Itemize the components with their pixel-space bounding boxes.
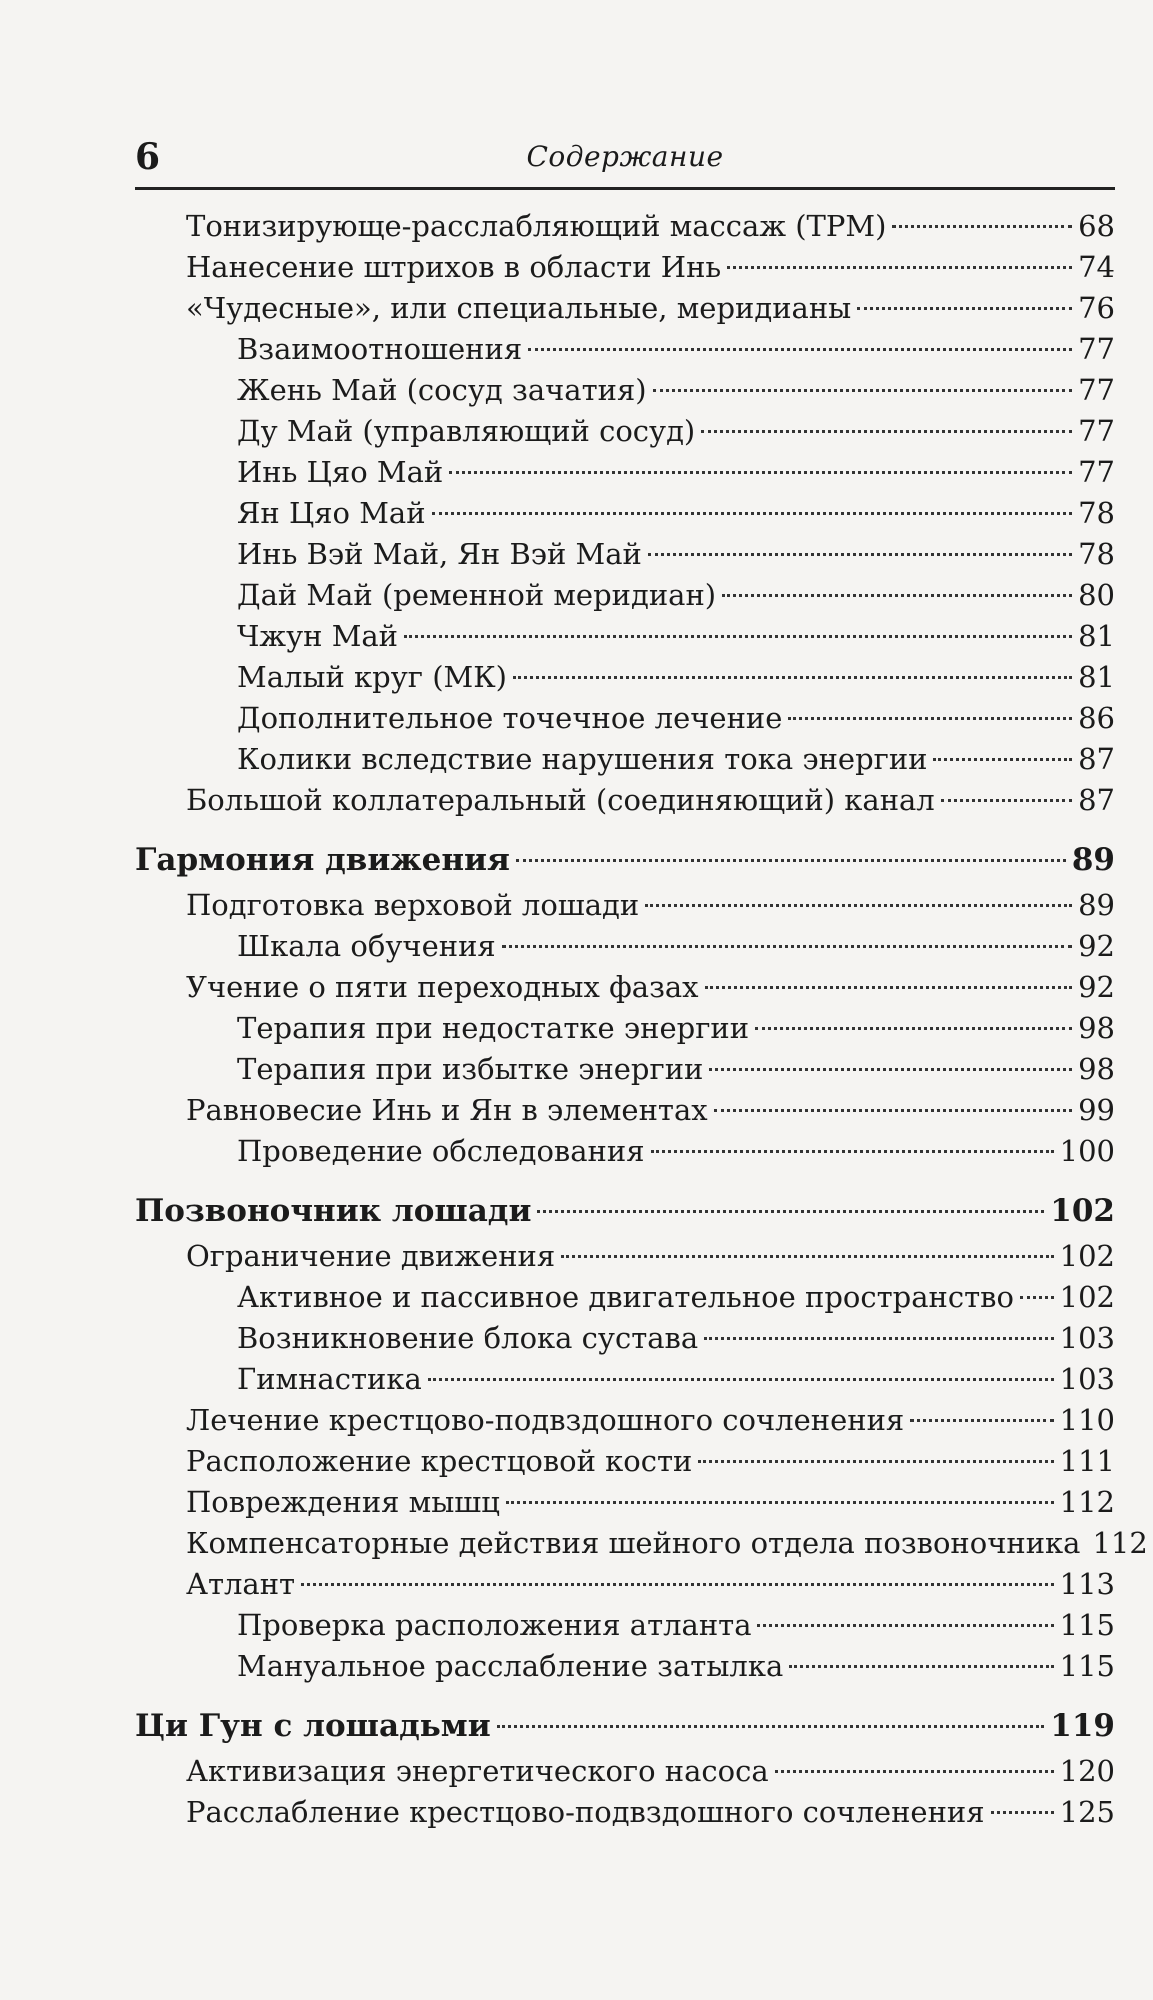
toc-entry-page: 77 bbox=[1078, 373, 1115, 407]
toc-entry-title: Малый круг (МК) bbox=[237, 660, 507, 694]
dot-leader bbox=[910, 1419, 1053, 1422]
toc-entry-page: 100 bbox=[1059, 1134, 1115, 1168]
dot-leader bbox=[1020, 1296, 1054, 1299]
toc-entry-page: 81 bbox=[1078, 619, 1115, 653]
toc-entry bbox=[135, 1482, 1115, 1523]
toc-entry bbox=[135, 1277, 1115, 1318]
toc-entry-title: Терапия при избытке энергии bbox=[237, 1052, 704, 1086]
toc-entry bbox=[135, 247, 1115, 288]
dot-leader bbox=[516, 859, 1066, 862]
dot-leader bbox=[506, 1501, 1054, 1504]
toc-entry bbox=[135, 1359, 1115, 1400]
toc-entry-title: Проверка расположения атланта bbox=[237, 1608, 752, 1642]
toc-entry bbox=[135, 739, 1115, 780]
toc-entry bbox=[135, 329, 1115, 370]
dot-leader bbox=[537, 1210, 1044, 1213]
toc-entry-title: Терапия при недостатке энергии bbox=[237, 1011, 750, 1045]
dot-leader bbox=[722, 594, 1072, 597]
toc-entry bbox=[135, 452, 1115, 493]
toc-entry-title: Инь Цяо Май bbox=[237, 455, 444, 489]
page-number: 6 bbox=[135, 136, 161, 178]
toc-entry bbox=[135, 1751, 1115, 1792]
dot-leader bbox=[755, 1027, 1072, 1030]
toc-entry bbox=[135, 370, 1115, 411]
toc-entry-page: 103 bbox=[1059, 1321, 1115, 1355]
toc-entry-title: Гимнастика bbox=[237, 1362, 422, 1396]
toc-entry-page: 68 bbox=[1078, 209, 1115, 243]
toc-entry-page: 125 bbox=[1059, 1795, 1115, 1829]
dot-leader bbox=[714, 1109, 1072, 1112]
dot-leader bbox=[561, 1255, 1053, 1258]
dot-leader bbox=[528, 348, 1072, 351]
toc-entry-title: Гармония движения bbox=[135, 842, 510, 878]
toc-entry-title: Чжун Май bbox=[237, 619, 399, 653]
dot-leader bbox=[432, 512, 1073, 515]
toc-entry-page: 102 bbox=[1059, 1280, 1115, 1314]
dot-leader bbox=[648, 553, 1072, 556]
toc-chapter bbox=[135, 1706, 1115, 1747]
toc-entry bbox=[135, 1523, 1148, 1564]
dot-leader bbox=[757, 1624, 1053, 1627]
toc-entry bbox=[135, 1049, 1115, 1090]
toc-entry bbox=[135, 206, 1115, 247]
toc-entry-title: Большой коллатеральный (соединяющий) канал bbox=[186, 783, 935, 817]
dot-leader bbox=[449, 471, 1072, 474]
toc-entry bbox=[135, 1090, 1115, 1131]
toc-entry bbox=[135, 411, 1115, 452]
toc-entry-page: 87 bbox=[1078, 783, 1115, 817]
toc-entry-title: Расслабление крестцово-подвздошного сочленения bbox=[186, 1795, 985, 1829]
dot-leader bbox=[991, 1811, 1054, 1814]
dot-leader bbox=[645, 904, 1072, 907]
toc-entry-title: Компенсаторные действия шейного отдела позвоночника bbox=[186, 1526, 1081, 1560]
dot-leader bbox=[502, 945, 1072, 948]
toc-entry-title: Равновесие Инь и Ян в элементах bbox=[186, 1093, 708, 1127]
toc-entry-page: 115 bbox=[1059, 1608, 1115, 1642]
dot-leader bbox=[941, 799, 1072, 802]
toc-entry bbox=[135, 780, 1115, 821]
toc-entry-title: Учение о пяти переходных фазах bbox=[186, 970, 699, 1004]
toc-entry-page: 92 bbox=[1078, 929, 1115, 963]
toc-entry bbox=[135, 1646, 1115, 1687]
toc-entry-page: 74 bbox=[1078, 250, 1115, 284]
dot-leader bbox=[404, 635, 1072, 638]
toc-entry-title: Тонизирующе-расслабляющий массаж (ТРМ) bbox=[186, 209, 887, 243]
dot-leader bbox=[651, 1150, 1054, 1153]
toc-entry-page: 111 bbox=[1059, 1444, 1115, 1478]
toc-entry-page: 81 bbox=[1078, 660, 1115, 694]
toc-entry-page: 113 bbox=[1059, 1567, 1115, 1601]
toc-chapter bbox=[135, 840, 1115, 881]
dot-leader bbox=[775, 1770, 1054, 1773]
toc-entry bbox=[135, 575, 1115, 616]
toc-entry bbox=[135, 1441, 1115, 1482]
toc-entry-page: 76 bbox=[1078, 291, 1115, 325]
toc-entry-title: Дай Май (ременной меридиан) bbox=[237, 578, 717, 612]
toc-entry-page: 99 bbox=[1078, 1093, 1115, 1127]
toc-entry-page: 115 bbox=[1059, 1649, 1115, 1683]
toc-entry bbox=[135, 1792, 1115, 1833]
toc-entry bbox=[135, 1008, 1115, 1049]
toc-entry-page: 112 bbox=[1059, 1485, 1115, 1519]
dot-leader bbox=[857, 307, 1072, 310]
toc-entry bbox=[135, 1400, 1115, 1441]
toc-entry-title: Возникновение блока сустава bbox=[237, 1321, 699, 1355]
toc-entry bbox=[135, 698, 1115, 739]
toc-entry bbox=[135, 288, 1115, 329]
toc-entry-page: 110 bbox=[1059, 1403, 1115, 1437]
toc-entry bbox=[135, 926, 1115, 967]
toc-entry bbox=[135, 885, 1115, 926]
dot-leader bbox=[788, 717, 1072, 720]
dot-leader bbox=[705, 986, 1073, 989]
toc-entry-title: Ограничение движения bbox=[186, 1239, 556, 1273]
dot-leader bbox=[513, 676, 1072, 679]
toc-entry-page: 112 bbox=[1092, 1526, 1148, 1560]
dot-leader bbox=[709, 1068, 1072, 1071]
toc-entry-page: 77 bbox=[1078, 414, 1115, 448]
dot-leader bbox=[428, 1378, 1054, 1381]
toc-entry-page: 80 bbox=[1078, 578, 1115, 612]
toc-entry bbox=[135, 534, 1115, 575]
toc-entry-title: Активное и пассивное двигательное пространство bbox=[237, 1280, 1014, 1314]
toc-entry bbox=[135, 616, 1115, 657]
dot-leader bbox=[497, 1725, 1045, 1728]
toc-entry-page: 89 bbox=[1071, 842, 1115, 878]
toc-entry bbox=[135, 493, 1115, 534]
toc-entry-title: Атлант bbox=[186, 1567, 296, 1601]
toc-entry-title: Дополнительное точечное лечение bbox=[237, 701, 783, 735]
toc-entry-page: 102 bbox=[1059, 1239, 1115, 1273]
toc-entry bbox=[135, 1605, 1115, 1646]
toc-entry-page: 78 bbox=[1078, 537, 1115, 571]
page-header bbox=[135, 135, 1115, 190]
toc-entry-title: Проведение обследования bbox=[237, 1134, 645, 1168]
toc-entry-title: Позвоночник лошади bbox=[135, 1193, 532, 1229]
toc-entry-title: Подготовка верховой лошади bbox=[186, 888, 640, 922]
toc-entry bbox=[135, 1564, 1115, 1605]
toc-entry-title: Расположение крестцовой кости bbox=[186, 1444, 693, 1478]
toc-chapter bbox=[135, 1191, 1115, 1232]
toc-entry-page: 119 bbox=[1050, 1708, 1115, 1744]
dot-leader bbox=[653, 389, 1073, 392]
toc-entry-page: 78 bbox=[1078, 496, 1115, 530]
dot-leader bbox=[701, 430, 1072, 433]
toc-entry-title: Ян Цяо Май bbox=[237, 496, 426, 530]
running-title: Содержание bbox=[526, 140, 724, 173]
toc-entry-page: 77 bbox=[1078, 332, 1115, 366]
toc-entry-title: Ду Май (управляющий сосуд) bbox=[237, 414, 696, 448]
toc-entry-page: 98 bbox=[1078, 1052, 1115, 1086]
toc-entry bbox=[135, 967, 1115, 1008]
dot-leader bbox=[789, 1665, 1053, 1668]
toc-entry-page: 120 bbox=[1059, 1754, 1115, 1788]
toc-entry-page: 89 bbox=[1078, 888, 1115, 922]
toc-entry-page: 77 bbox=[1078, 455, 1115, 489]
dot-leader bbox=[301, 1583, 1054, 1586]
toc-entry-title: Ци Гун с лошадьми bbox=[135, 1708, 491, 1744]
dot-leader bbox=[727, 266, 1072, 269]
toc-entry-page: 92 bbox=[1078, 970, 1115, 1004]
toc-entry-title: Взаимоотношения bbox=[237, 332, 523, 366]
dot-leader bbox=[698, 1460, 1053, 1463]
toc-entry bbox=[135, 1131, 1115, 1172]
toc-entry bbox=[135, 1318, 1115, 1359]
toc-entry-title: Жень Май (сосуд зачатия) bbox=[237, 373, 647, 407]
toc-entry-title: Лечение крестцово-подвздошного сочленения bbox=[186, 1403, 905, 1437]
dot-leader bbox=[892, 225, 1072, 228]
toc-entry-page: 103 bbox=[1059, 1362, 1115, 1396]
toc-entry-page: 87 bbox=[1078, 742, 1115, 776]
dot-leader bbox=[933, 758, 1072, 761]
toc-entry-title: Инь Вэй Май, Ян Вэй Май bbox=[237, 537, 642, 571]
toc-entry-title: Мануальное расслабление затылка bbox=[237, 1649, 784, 1683]
toc-entry-title: Активизация энергетического насоса bbox=[186, 1754, 769, 1788]
toc-entry-page: 102 bbox=[1050, 1193, 1115, 1229]
toc-entry-title: Повреждения мышц bbox=[186, 1485, 500, 1519]
toc-entry-title: Нанесение штрихов в области Инь bbox=[186, 250, 722, 284]
toc-entry-page: 98 bbox=[1078, 1011, 1115, 1045]
toc-entry-title: Шкала обучения bbox=[237, 929, 496, 963]
toc-entry-title: Колики вследствие нарушения тока энергии bbox=[237, 742, 928, 776]
dot-leader bbox=[704, 1337, 1053, 1340]
toc-entry bbox=[135, 1236, 1115, 1277]
toc-entry-page: 86 bbox=[1078, 701, 1115, 735]
toc-entry bbox=[135, 657, 1115, 698]
toc-entry-title: «Чудесные», или специальные, меридианы bbox=[186, 291, 852, 325]
table-of-contents bbox=[135, 206, 1148, 1833]
